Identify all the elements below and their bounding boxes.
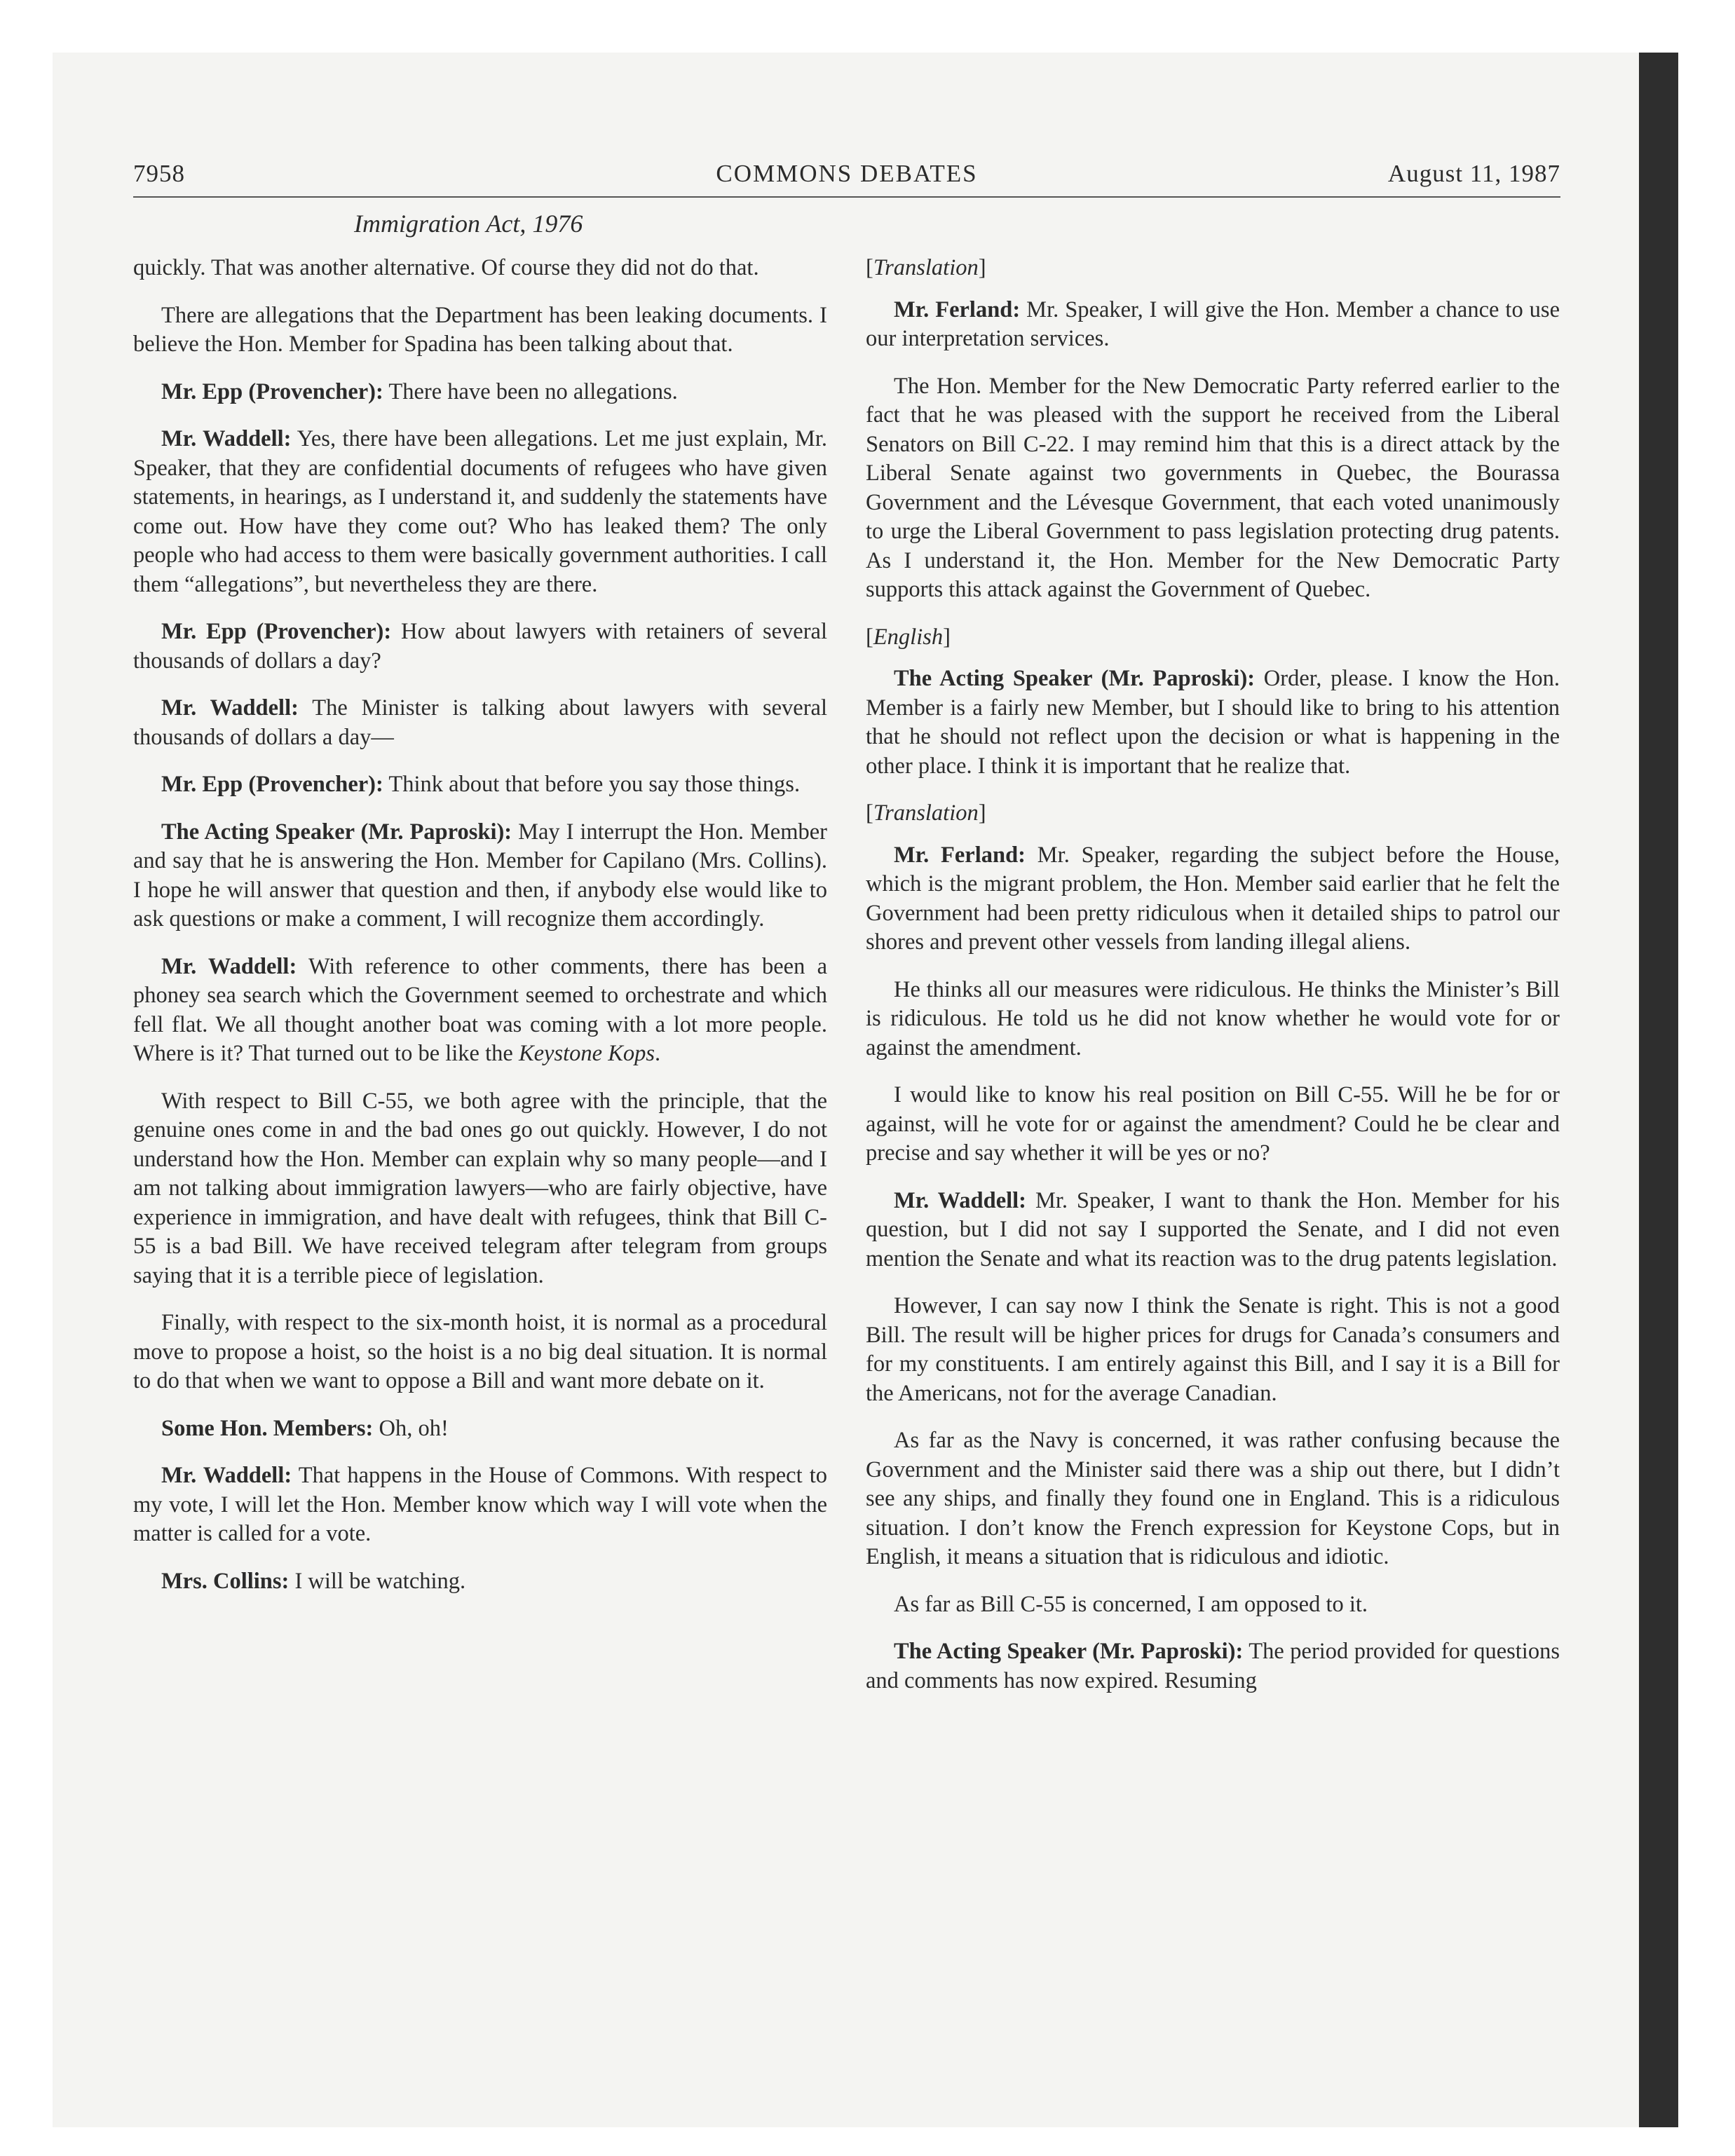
paragraph-text: Oh, oh! xyxy=(379,1415,449,1441)
paragraph-text-tail: . xyxy=(655,1041,661,1066)
paragraph-text: Yes, there have been allegations. Let me just explain, Mr. Speaker, that they are confidential documents of refugees who have given statements, in hearings, as I understand it, and suddenly the statements have come out. How have they come out? Who has leaked them? The only people who had access to them were basically government authorities. I call them “allegations”, but nevertheless they are there. xyxy=(133,426,827,597)
paragraph-text: With reference to other comments, there has been a phoney sea search which the Government seemed to orchestrate and which fell flat. We all thought another boat was coming with a lot more people. Where is it? That turned out to be like the xyxy=(133,953,827,1066)
paragraph-text: Mr. Speaker, regarding the subject before the House, which is the migrant problem, the Hon. Member said earlier that he felt the Government had been pretty ridiculous when it detailed ships to patrol our shores and prevent other vessels from landing illegal aliens. xyxy=(866,842,1560,955)
speech-paragraph xyxy=(866,1187,1560,1274)
speaker-name: Mr. Ferland: xyxy=(894,842,1026,868)
paragraph-text: That happens in the House of Commons. With respect to my vote, I will let the Hon. Member know which way I will vote when the matter is called for a vote. xyxy=(133,1463,827,1546)
language-tag: [English] xyxy=(866,624,951,650)
speech-paragraph xyxy=(133,378,827,407)
speech-paragraph xyxy=(866,664,1560,781)
page-header xyxy=(133,160,1560,198)
speech-paragraph xyxy=(133,1414,827,1444)
paragraph-text: The Hon. Member for the New Democratic Party referred earlier to the fact that he was pleased with the support he received from the Liberal Senators on Bill C-22. I may remind him that this is a direct attack by the Liberal Senate against two governments in Quebec, the Bourassa Government and the Lévesque Government, that each voted unanimously to urge the Liberal Government to pass legislation protecting drug patents. As I understand it, the Hon. Member for the New Democratic Party supports this attack against the Government of Quebec. xyxy=(866,373,1560,602)
speech-paragraph xyxy=(866,841,1560,957)
paragraph xyxy=(133,1087,827,1291)
scan-edge-shadow xyxy=(1639,53,1678,2127)
paragraph-text: Think about that before you say those things. xyxy=(388,772,801,797)
right-column xyxy=(866,254,1560,1714)
paragraph-text: However, I can say now I think the Senate is right. This is not a good Bill. The result will be higher prices for drugs for Canada’s consumers and for my constituents. I am entirely against this Bill, and I say it is a Bill for the Americans, not for the average Canadian. xyxy=(866,1293,1560,1406)
language-tag-text: Translation xyxy=(873,255,979,280)
paragraph xyxy=(866,1426,1560,1572)
speaker-name: Mr. Epp (Provencher): xyxy=(161,378,383,404)
paragraph xyxy=(866,372,1560,605)
speaker-name: Mr. Waddell: xyxy=(161,695,299,721)
speaker-name: Mr. Epp (Provencher): xyxy=(161,619,392,644)
paragraph-text: He thinks all our measures were ridiculous. He thinks the Minister’s Bill is ridiculous. He told us he did not know whether he would vote for or against the amendment. xyxy=(866,976,1560,1060)
publication-title: COMMONS DEBATES xyxy=(716,160,978,187)
speech-paragraph xyxy=(133,1567,827,1597)
speech-paragraph xyxy=(133,425,827,599)
paragraph-text: How about lawyers with retainers of several thousands of dollars a day? xyxy=(133,619,828,674)
paragraph-text: There are allegations that the Department has been leaking documents. I believe the Hon. Member for Spadina has been talking about that. xyxy=(133,302,827,357)
paragraph-text: As far as Bill C-55 is concerned, I am opposed to it. xyxy=(894,1591,1368,1617)
paragraph-text: There have been no allegations. xyxy=(388,378,678,404)
paragraph-text: I would like to know his real position on Bill C-55. Will he be for or against, will he vote for or against the amendment? Could he be clear and precise and say whether it will be yes or no? xyxy=(866,1082,1560,1166)
paragraph-text: With respect to Bill C-55, we both agree with the principle, that the genuine ones come in and the bad ones go out quickly. However, I do not understand how the Hon. Member can explain why so many people—and I am not talking about immigration lawyers—who are fairly objective, have experience in immigration, and have dealt with refugees, think that Bill C-55 is a bad Bill. We have received telegram after telegram from groups saying that it is a terrible piece of legislation. xyxy=(133,1088,827,1288)
speech-paragraph xyxy=(133,1461,827,1549)
paragraph xyxy=(866,1081,1560,1168)
speaker-name: Mr. Ferland: xyxy=(894,296,1021,322)
page-date: August 11, 1987 xyxy=(1387,160,1560,187)
paragraph-text: The Minister is talking about lawyers with several thousands of dollars a day— xyxy=(133,695,827,750)
paragraph xyxy=(866,976,1560,1063)
language-tag: [Translation] xyxy=(866,255,986,280)
speaker-name: Mr. Waddell: xyxy=(161,426,292,451)
speaker-name: Some Hon. Members: xyxy=(161,1415,374,1441)
running-head: Immigration Act, 1976 xyxy=(354,210,583,238)
page-number: 7958 xyxy=(133,160,185,187)
speaker-name: The Acting Speaker (Mr. Paproski): xyxy=(894,1639,1244,1664)
speech-paragraph xyxy=(133,770,827,800)
language-tag-text: Translation xyxy=(873,800,979,826)
speaker-name: Mr. Waddell: xyxy=(161,1463,292,1488)
paragraph-text: Finally, with respect to the six-month hoist, it is normal as a procedural move to propose a hoist, so the hoist is a no big deal situation. It is normal to do that when we want to oppose a Bill and want more debate on it. xyxy=(133,1310,827,1393)
left-column xyxy=(133,254,827,1614)
speech-paragraph xyxy=(133,694,827,752)
paragraph-text: Mr. Speaker, I want to thank the Hon. Member for his question, but I did not say I supported the Senate, and I did not even mention the Senate and what its reaction was to the drug patents legislation. xyxy=(866,1187,1560,1271)
paragraph-text: Order, please. I know the Hon. Member is a fairly new Member, but I should like to bring to his attention that he should not reflect upon the decision or what is happening in the other place. I think it is important that he realize that. xyxy=(866,666,1560,779)
speaker-name: The Acting Speaker (Mr. Paproski): xyxy=(161,819,512,845)
speech-paragraph xyxy=(133,953,827,1069)
paragraph xyxy=(133,1309,827,1396)
paragraph-text: Mr. Speaker, I will give the Hon. Member a chance to use our interpretation services. xyxy=(866,296,1560,351)
language-tag: [Translation] xyxy=(866,800,986,826)
speaker-name: Mr. Epp (Provencher): xyxy=(161,772,383,797)
paragraph-text: I will be watching. xyxy=(294,1568,466,1594)
paragraph-text: As far as the Navy is concerned, it was rather confusing because the Government and the Minister said there was a ship out there, but I didn’t see any ships, and finally they found one in England. This is a ridiculous situation. I don’t know the French expression for Keystone Cops, but in English, it means a situation that is ridiculous and idiotic. xyxy=(866,1428,1560,1569)
paragraph xyxy=(133,301,827,360)
speaker-name: Mr. Waddell: xyxy=(894,1187,1026,1213)
speaker-name: Mr. Waddell: xyxy=(161,953,297,979)
paragraph-text: quickly. That was another alternative. Of course they did not do that. xyxy=(133,255,759,280)
paragraph xyxy=(866,1292,1560,1408)
speaker-name: The Acting Speaker (Mr. Paproski): xyxy=(894,666,1256,691)
speech-paragraph xyxy=(133,818,827,934)
speech-paragraph xyxy=(866,296,1560,354)
italic-text: Keystone Kops xyxy=(518,1041,655,1066)
paragraph xyxy=(133,254,827,283)
language-tag-text: English xyxy=(873,624,944,650)
paragraph-text: The period provided for questions and comments has now expired. Resuming xyxy=(866,1639,1560,1693)
speaker-name: Mrs. Collins: xyxy=(161,1568,290,1594)
paragraph xyxy=(866,1590,1560,1620)
speech-paragraph xyxy=(866,1637,1560,1696)
speech-paragraph xyxy=(133,618,827,676)
paragraph-text: May I interrupt the Hon. Member and say that he is answering the Hon. Member for Capilano (Mrs. Collins). I hope he will answer that question and then, if anybody else would like to ask questions or make a comment, I will recognize them accordingly. xyxy=(133,819,827,932)
